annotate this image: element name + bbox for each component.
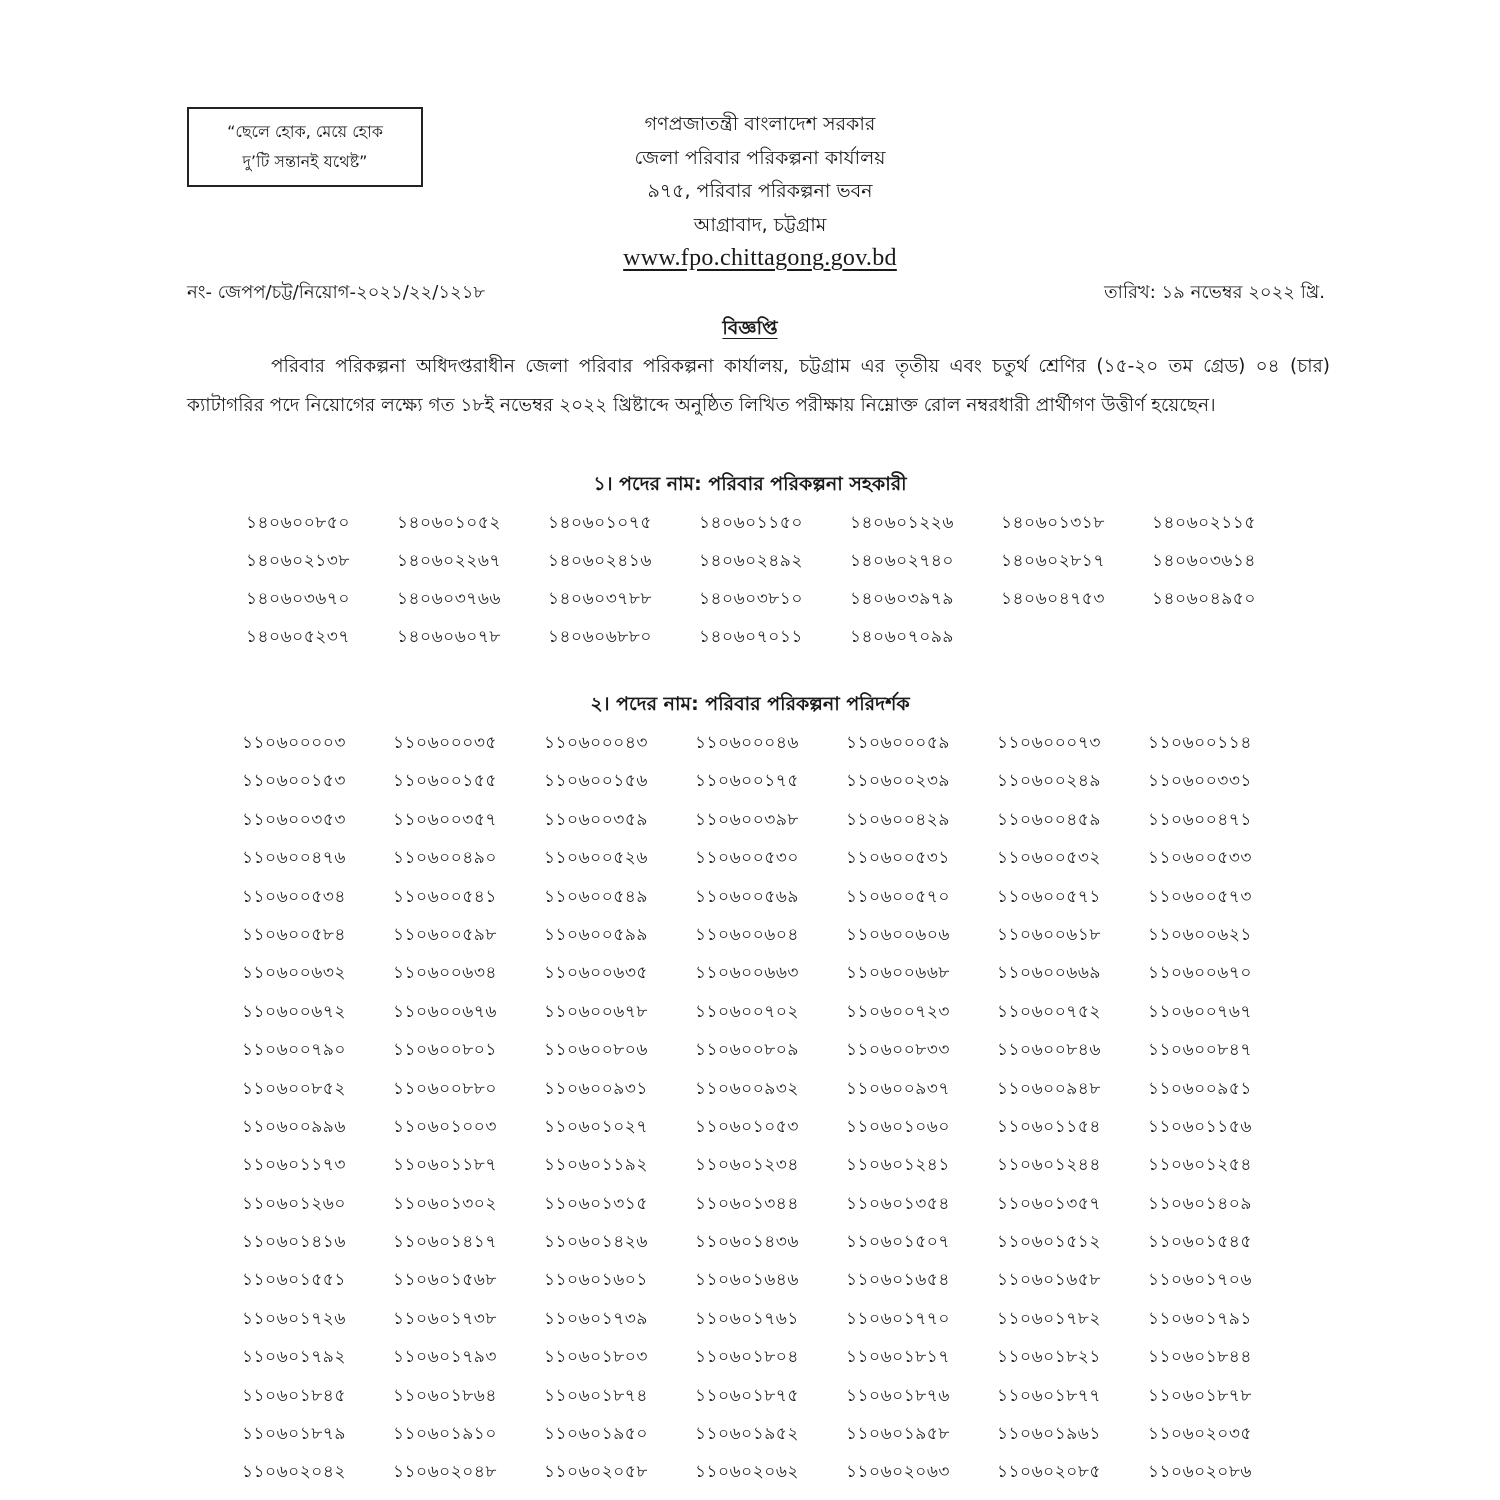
roll-number: ১১০৬০১১৯২ <box>544 1155 648 1176</box>
roll-number: ১১০৬০১৩০২ <box>393 1193 497 1214</box>
motto-box <box>187 107 423 187</box>
section-1-roll-list <box>246 510 1303 662</box>
roll-number: ১১০৬০২০৬৩ <box>846 1462 950 1483</box>
roll-number: ১১০৬০০৭৯০ <box>242 1040 346 1061</box>
roll-number: ১১০৬০০১৭৫ <box>695 771 799 792</box>
roll-number: ১১০৬০২০৮৫ <box>997 1462 1101 1483</box>
roll-number: ১১০৬০১৮১৭ <box>846 1347 950 1368</box>
section-2-roll-list <box>242 730 1299 1498</box>
roll-number: ১১০৬০১০৬০ <box>846 1116 950 1137</box>
roll-number: ১১০৬০০৬৩২ <box>242 963 346 984</box>
roll-number: ১১০৬০০৫৭০ <box>846 886 950 907</box>
roll-number: ১১০৬০০৮৪৭ <box>1148 1040 1252 1061</box>
roll-number: ১৪০৬০৪৯৫০ <box>1152 589 1256 609</box>
roll-number: ১১০৬০১৭৯২ <box>242 1347 346 1368</box>
office-address-line-2: আগ্রাবাদ, চট্টগ্রাম <box>693 213 827 236</box>
roll-number: ১৪০৬০৭০৯৯ <box>850 627 954 647</box>
notice-title: বিজ্ঞপ্তি <box>722 317 778 339</box>
roll-number: ১১০৬০১২৬০ <box>242 1193 346 1214</box>
roll-number: ১১০৬০০৪৭১ <box>1148 809 1252 830</box>
roll-number: ১১০৬০১৫১২ <box>997 1232 1101 1253</box>
roll-number: ১১০৬০০১১৪ <box>1148 733 1252 753</box>
roll-number: ১১০৬০১৭৯৩ <box>393 1347 497 1368</box>
roll-number: ১৪০৬০৩৭৮৮ <box>548 589 652 609</box>
roll-number: ১১০৬০০৫৯৯ <box>544 924 648 945</box>
roll-number: ১১০৬০০৫৩৪ <box>242 886 346 907</box>
roll-number: ১১০৬০১৮৭৮ <box>1148 1385 1252 1406</box>
govt-name: গণপ্রজাতন্ত্রী বাংলাদেশ সরকার <box>644 113 876 135</box>
roll-number: ১১০৬০০৬৭২ <box>242 1001 346 1022</box>
roll-number: ১৪০৬০২৪১৬ <box>548 551 652 571</box>
roll-number: ১১০৬০১৮৪৫ <box>242 1385 346 1406</box>
roll-number: ১১০৬০২০৩৫ <box>1148 1424 1252 1445</box>
roll-number: ১১০৬০১০০৩ <box>393 1116 497 1137</box>
roll-number: ১১০৬০০৬৩৪ <box>393 963 497 984</box>
roll-number: ১১০৬০০৯৩১ <box>544 1078 648 1099</box>
roll-number: ১১০৬০১৩৫৭ <box>997 1193 1101 1214</box>
roll-number: ১১০৬০১১৫৬ <box>1148 1116 1252 1137</box>
roll-number: ১১০৬০০৬৭৮ <box>544 1001 648 1022</box>
roll-number: ১১০৬০০৭২৩ <box>846 1001 950 1022</box>
roll-number: ১১০৬০০৬৭০ <box>1148 963 1252 984</box>
roll-number: ১১০৬০০৭৫২ <box>997 1001 1101 1022</box>
roll-number: ১৪০৬০২১১৫ <box>1152 513 1256 533</box>
office-name: জেলা পরিবার পরিকল্পনা কার্যালয় <box>634 146 886 169</box>
section-2-heading: ২। পদের নাম: পরিবার পরিকল্পনা পরিদর্শক <box>590 693 910 715</box>
roll-number: ১১০৬০০৫২৬ <box>544 848 648 869</box>
roll-number: ১৪০৬০০৮৫০ <box>246 513 350 533</box>
roll-number: ১১০৬০০২৪৯ <box>997 771 1101 792</box>
roll-number: ১১০৬০০৫৭৩ <box>1148 886 1252 907</box>
roll-number: ১১০৬০০৩৩১ <box>1148 771 1252 792</box>
motto-line-2: দু’টি সন্তানই যথেষ্ট” <box>242 152 368 171</box>
roll-number: ১১০৬০১৭৩৯ <box>544 1308 648 1329</box>
roll-number: ১১০৬০১০২৭ <box>544 1116 648 1137</box>
roll-number: ১১০৬০২০৬২ <box>695 1462 799 1483</box>
roll-number: ১১০৬০০৫৬৯ <box>695 886 799 907</box>
roll-number: ১৪০৬০১০৭৫ <box>548 513 652 533</box>
roll-number: ১১০৬০১৪২৬ <box>544 1232 648 1253</box>
roll-number: ১১০৬০০৬৭৬ <box>393 1001 497 1022</box>
memo-row <box>187 278 1325 309</box>
roll-number: ১৪০৬০১২২৬ <box>850 513 954 533</box>
roll-number: ১১০৬০১৭৭০ <box>846 1308 950 1329</box>
roll-number: ১১০৬০১৬৫৪ <box>846 1270 950 1291</box>
roll-number: ১১০৬০২০৮৬ <box>1148 1462 1252 1483</box>
roll-number: ১১০৬০০৬২১ <box>1148 924 1252 945</box>
website-link[interactable]: www.fpo.chittagong.gov.bd <box>623 245 897 271</box>
roll-number: ১১০৬০১৪১৭ <box>393 1232 497 1253</box>
roll-number: ১৪০৬০৬০৭৮ <box>397 627 501 647</box>
roll-number: ১১০৬০০৪৫৯ <box>997 809 1101 830</box>
roll-number: ১১০৬০০৮৪৬ <box>997 1040 1101 1061</box>
roll-number: ১৪০৬০১১৫০ <box>699 513 803 533</box>
roll-number: ১১০৬০১৭০৬ <box>1148 1270 1252 1291</box>
roll-number: ১৪০৬০২২৬৭ <box>397 551 501 571</box>
org-header <box>540 108 980 276</box>
roll-number: ১১০৬০০৮৮০ <box>393 1078 497 1099</box>
roll-number: ১১০৬০০০৫৯ <box>846 733 950 753</box>
roll-number: ১৪০৬০৫২৩৭ <box>246 627 350 647</box>
roll-number: ১১০৬০১৯৫০ <box>544 1424 648 1445</box>
roll-number: ১১০৬০০৬৬৮ <box>846 963 950 984</box>
section-1-heading: ১। পদের নাম: পরিবার পরিকল্পনা সহকারী <box>593 473 907 495</box>
roll-number: ১১০৬০১৬৫৮ <box>997 1270 1101 1291</box>
roll-number: ১১০৬০১৮৭৯ <box>242 1424 346 1445</box>
roll-number: ১৪০৬০১৩১৮ <box>1001 513 1105 533</box>
roll-number: ১১০৬০০৫৩৩ <box>1148 848 1252 869</box>
roll-number: ১১০৬০১৯১০ <box>393 1424 497 1445</box>
roll-number: ১৪০৬০২৭৪০ <box>850 551 954 571</box>
roll-number: ১১০৬০০০০৩ <box>242 733 346 753</box>
roll-number: ১১০৬০০৫৪৯ <box>544 886 648 907</box>
roll-number: ১১০৬০০১৫৬ <box>544 771 648 792</box>
roll-number: ১১০৬০০৯৯৬ <box>242 1116 346 1137</box>
roll-number: ১১০৬০১১৫৪ <box>997 1116 1101 1137</box>
roll-number: ১১০৬০১১৭৩ <box>242 1155 346 1176</box>
roll-number: ১১০৬০০৮০৬ <box>544 1040 648 1061</box>
roll-number: ১১০৬০০৩৫৯ <box>544 809 648 830</box>
roll-number: ১১০৬০০৫৩২ <box>997 848 1101 869</box>
roll-number: ১৪০৬০৪৭৫৩ <box>1001 589 1105 609</box>
roll-number: ১১০৬০১৭৬১ <box>695 1308 799 1329</box>
motto-line-1: “ছেলে হোক, মেয়ে হোক <box>227 122 383 141</box>
roll-number: ১১০৬০০৬৬৯ <box>997 963 1101 984</box>
roll-number: ১১০৬০১৩৫৪ <box>846 1193 950 1214</box>
roll-number: ১১০৬০১৪৩৬ <box>695 1232 799 1253</box>
roll-number: ১১০৬০১৮০৩ <box>544 1347 648 1368</box>
roll-number: ১১০৬০১১৮৭ <box>393 1155 497 1176</box>
roll-number: ১৪০৬০৭০১১ <box>699 627 803 647</box>
roll-number: ১১০৬০১৭২৬ <box>242 1308 346 1329</box>
roll-number: ১১০৬০১৫৪৫ <box>1148 1232 1252 1253</box>
roll-number: ১১০৬০১৮৭৫ <box>695 1385 799 1406</box>
roll-number: ১১০৬০০০৭৩ <box>997 733 1101 753</box>
roll-number: ১১০৬০০৩৯৮ <box>695 809 799 830</box>
roll-number: ১১০৬০০৪২৯ <box>846 809 950 830</box>
roll-number: ১১০৬০০১৫৩ <box>242 771 346 792</box>
roll-number: ১৪০৬০৩৬৭০ <box>246 589 350 609</box>
roll-number: ১১০৬০১২৪১ <box>846 1155 950 1176</box>
roll-number: ১১০৬০০৫৯৮ <box>393 924 497 945</box>
roll-number: ১১০৬০১৪০৯ <box>1148 1193 1252 1214</box>
roll-number: ১১০৬০১৮৭৪ <box>544 1385 648 1406</box>
roll-number: ১১০৬০১৫৫১ <box>242 1270 346 1291</box>
roll-number: ১১০৬০০৭০২ <box>695 1001 799 1022</box>
roll-number: ১১০৬০১৮৭৭ <box>997 1385 1101 1406</box>
roll-number: ১১০৬০০০৪৩ <box>544 733 648 753</box>
memo-date: তারিখ: ১৯ নভেম্বর ২০২২ খ্রি. <box>1104 282 1325 303</box>
roll-number: ১১০৬০১৩৪৪ <box>695 1193 799 1214</box>
roll-number: ১৪০৬০২৮১৭ <box>1001 551 1105 571</box>
roll-number: ১৪০৬০৩৭৬৬ <box>397 589 501 609</box>
roll-number: ১১০৬০১৮২১ <box>997 1347 1101 1368</box>
roll-number: ১১০৬০০৯৩২ <box>695 1078 799 1099</box>
roll-number: ১১০৬০১৫০৭ <box>846 1232 950 1253</box>
roll-number: ১৪০৬০৬৮৮০ <box>548 627 652 647</box>
roll-number: ১১০৬০২০৪৮ <box>393 1462 497 1483</box>
roll-number: ১১০৬০০৩৫৭ <box>393 809 497 830</box>
roll-number: ১১০৬০১৮০৪ <box>695 1347 799 1368</box>
roll-number: ১১০৬০০১৫৫ <box>393 771 497 792</box>
roll-number: ১১০৬০২০৫৮ <box>544 1462 648 1483</box>
roll-number: ১১০৬০১৬০১ <box>544 1270 648 1291</box>
roll-number: ১৪০৬০২১৩৮ <box>246 551 350 571</box>
roll-number: ১১০৬০০৯৪৮ <box>997 1078 1101 1099</box>
roll-number: ১১০৬০০৮৫২ <box>242 1078 346 1099</box>
roll-number: ১১০৬০০৯৫১ <box>1148 1078 1252 1099</box>
roll-number: ১১০৬০০০৩৫ <box>393 733 497 753</box>
roll-number: ১১০৬০০৪৯০ <box>393 848 497 869</box>
roll-number: ১৪০৬০১০৫২ <box>397 513 501 533</box>
roll-number: ১১০৬০০৮৩৩ <box>846 1040 950 1061</box>
roll-number: ১১০৬০১০৫৩ <box>695 1116 799 1137</box>
roll-number: ১১০৬০১৫৬৮ <box>393 1270 497 1291</box>
memo-number: নং- জেপপ/চট্ট/নিয়োগ-২০২১/২২/১২১৮ <box>187 282 486 303</box>
roll-number: ১১০৬০১৯৬১ <box>997 1424 1101 1445</box>
roll-number: ১১০৬০০৬০৬ <box>846 924 950 945</box>
roll-number: ১১০৬০০৯৩৭ <box>846 1078 950 1099</box>
roll-number: ১১০৬০০৫৩০ <box>695 848 799 869</box>
roll-number: ১১০৬০১৩১৫ <box>544 1193 648 1214</box>
office-address-line-1: ৯৭৫, পরিবার পরিকল্পনা ভবন <box>647 180 873 202</box>
roll-number: ১১০৬০০৪৭৬ <box>242 848 346 869</box>
roll-number: ১১০৬০১৬৪৬ <box>695 1270 799 1291</box>
roll-number: ১১০৬০০২৩৯ <box>846 771 950 792</box>
roll-number: ১১০৬০১২৪৪ <box>997 1155 1101 1176</box>
roll-number: ১১০৬০০৩৫৩ <box>242 809 346 830</box>
roll-number: ১১০৬০০০৪৬ <box>695 733 799 753</box>
roll-number: ১১০৬০০৬০৪ <box>695 924 799 945</box>
roll-number: ১১০৬০১২৫৪ <box>1148 1155 1252 1176</box>
roll-number: ১১০৬০০৬১৮ <box>997 924 1101 945</box>
roll-number: ১১০৬০০৬৬৩ <box>695 963 799 984</box>
roll-number: ১১০৬০১৯৫২ <box>695 1424 799 1445</box>
roll-number: ১১০৬০১৪১৬ <box>242 1232 346 1253</box>
roll-number: ১১০৬০০৬৩৫ <box>544 963 648 984</box>
roll-number: ১১০৬০০৭৬৭ <box>1148 1001 1252 1022</box>
roll-number: ১১০৬০২০৪২ <box>242 1462 346 1483</box>
notice-body: পরিবার পরিকল্পনা অধিদপ্তরাধীন জেলা পরিবার পরিকল্পনা কার্যালয়, চট্টগ্রাম এর তৃতীয় এবং চতুর্থ শ্রেণির (১৫-২০ তম গ্রেড) ০৪ (চার) ক্যাটাগরির পদে নিয়োগের লক্ষ্যে গত ১৮ই নভেম্বর ২০২২ খ্রিষ্টাব্দে অনুষ্ঠিত লিখিত পরীক্ষায় নিম্নোক্ত রোল নম্বরধারী প্রার্থীগণ উত্তীর্ণ হয়েছেন। <box>187 356 1330 416</box>
roll-number: ১৪০৬০২৪৯২ <box>699 551 803 571</box>
roll-number: ১৪০৬০৩৯৭৯ <box>850 589 954 609</box>
roll-number: ১১০৬০০৫৮৪ <box>242 924 346 945</box>
roll-number: ১১০৬০১২৩৪ <box>695 1155 799 1176</box>
roll-number: ১১০৬০১৭৯১ <box>1148 1308 1252 1329</box>
roll-number: ১১০৬০০৮০১ <box>393 1040 497 1061</box>
roll-number: ১৪০৬০৩৮১০ <box>699 589 803 609</box>
roll-number: ১১০৬০০৫৪১ <box>393 886 497 907</box>
roll-number: ১১০৬০০৫৭১ <box>997 886 1101 907</box>
roll-number: ১১০৬০০৫৩১ <box>846 848 950 869</box>
roll-number: ১১০৬০১৮৬৪ <box>393 1385 497 1406</box>
roll-number: ১১০৬০০৮০৯ <box>695 1040 799 1061</box>
roll-number: ১৪০৬০৩৬১৪ <box>1152 551 1256 571</box>
roll-number: ১১০৬০১৮৭৬ <box>846 1385 950 1406</box>
roll-number: ১১০৬০১৮৪৪ <box>1148 1347 1252 1368</box>
roll-number: ১১০৬০১৭৮২ <box>997 1308 1101 1329</box>
roll-number: ১১০৬০১৯৫৮ <box>846 1424 950 1445</box>
roll-number: ১১০৬০১৭৩৮ <box>393 1308 497 1329</box>
